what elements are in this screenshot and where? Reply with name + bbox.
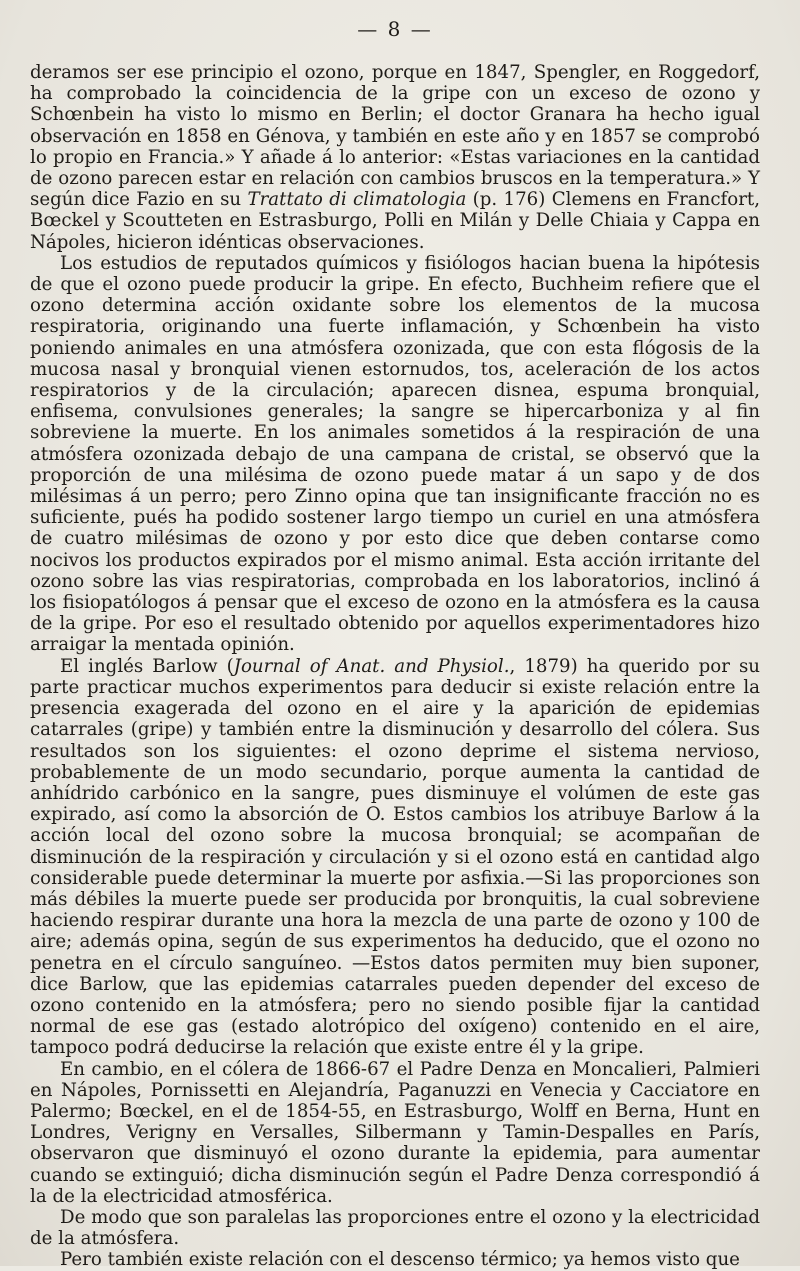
- paragraph-5: [30, 1207, 760, 1249]
- body-text: [30, 62, 760, 1271]
- paragraph-3: [30, 656, 760, 1059]
- paragraph-2: [30, 253, 760, 656]
- paragraph-text: El inglés Barlow (: [60, 655, 234, 677]
- paragraph-text: Los estudios de reputados químicos y fisiólogos hacian buena la hipótesis de que el ozono puede producir la gripe. En efecto, Buchheim refiere que el ozono determina acción oxidante sobre los elementos de la mucosa respiratoria, originando una fuerte inflamación, y Schœnbein ha visto poniendo animales en una atmósfera ozonizada, que con esta flógosis de la mucosa nasal y bronquial vienen estornudos, tos, aceleración de los actos respiratorios y de la circulación; aparecen disnea, espuma bronquial, enfisema, convulsiones generales; la sangre se hipercarboniza y al fin sobreviene la muerte. En los animales sometidos á la respiración de una atmósfera ozonizada debajo de una campana de cristal, se observó que la proporción de una milésima de ozono puede matar á un sapo y de dos milésimas á un perro; pero Zinno opina que tan insignificante fracción no es suficiente, pués ha podido sostener largo tiempo un curiel en una atmósfera de cuatro milésimas de ozono y por esto dice que deben contarse como nocivos los productos expirados por el mismo animal. Esta acción irritante del ozono sobre las vias respiratorias, comprobada en los laboratorios, inclinó á los fisiopatólogos á pensar que el exceso de ozono en la atmósfera es la causa de la gripe. Por eso el resultado obtenido por aquellos experimentadores hizo arraigar la mentada opinión.: [30, 252, 760, 656]
- paragraph-6: [30, 1249, 760, 1270]
- paragraph-text: En cambio, en el cólera de 1866-67 el Padre Denza en Moncalieri, Palmieri en Nápoles, Pornissetti en Alejandría, Paganuzzi en Venecia y Cacciatore en Palermo; Bœckel, en el de 1854-55, en Estrasburgo, Wolff en Berna, Hunt en Londres, Verigny en Versalles, Silbermann y Tamin-Despalles en París, observaron que disminuyó el ozono durante la epidemia, para aumentar cuando se extinguió; dicha disminución según el Padre Denza correspondió á la de la electricidad atmosférica.: [30, 1058, 760, 1207]
- page-number: — 8 —: [357, 17, 433, 41]
- italic-title: Journal of Anat. and Physiol.: [233, 655, 510, 677]
- paragraph-1: [30, 62, 760, 253]
- paragraph-text: De modo que son paralelas las proporciones entre el ozono y la electricidad de la atmósfera.: [30, 1206, 760, 1250]
- paragraph-text: , 1879) ha querido por su parte practicar muchos experimentos para deducir si existe relación entre la presencia exagerada del ozono en el aire y la aparición de epidemias catarrales (gripe) y también entre la disminución y desarrollo del cólera. Sus resultados son los siguientes: el ozono deprime el sistema nervioso, probablemente de un modo secundario, porque aumenta la cantidad de anhídrido carbónico en la sangre, pues disminuye el volúmen de este gas expirado, así como la absorción de O. Estos cambios los atribuye Barlow á la acción local del ozono sobre la mucosa bronquial; se acompañan de disminución de la respiración y circulación y si el ozono está en cantidad algo considerable puede determinar la muerte por asfixia.—Si las proporciones son más débiles la muerte puede ser producida por bronquitis, la cual sobreviene haciendo respirar durante una hora la mezcla de una parte de ozono y 100 de aire; además opina, según de sus experimentos ha deducido, que el ozono no penetra en el círculo sanguíneo. —Estos datos permiten muy bien suponer, dice Barlow, que las epidemias catarrales pueden depender del exceso de ozono contenido en la atmósfera; pero no siendo posible fijar la cantidad normal de ese gas (estado alotrópico del oxígeno) contenido en el aire, tampoco podrá deducirse la relación que existe entre él y la gripe.: [30, 655, 761, 1059]
- paragraph-text: Pero también existe relación con el descenso térmico; ya hemos visto que: [60, 1249, 740, 1271]
- paragraph-4: [30, 1059, 760, 1207]
- paragraph-text: deramos ser ese principio el ozono, porque en 1847, Spengler, en Roggedorf, ha comprobado la coincidencia de la gripe con un exceso de ozono y Schœnbein ha visto lo mismo en Berlin; el doctor Granara ha hecho igual observación en 1858 en Génova, y también en este año y en 1857 se comprobó lo propio en Francia.» Y añade á lo anterior: «Estas variaciones en la cantidad de ozono parecen estar en relación con cambios bruscos en la temperatura.» Y según dice Fazio en su: [30, 62, 760, 211]
- paragraph-text: (p. 176) Clemens en Francfort, Bœckel y Scoutteten en Estrasburgo, Polli en Milán y Delle Chiaia y Cappa en Nápoles, hicieron idénticas observaciones.: [30, 189, 760, 253]
- italic-title: Trattato di climatologia: [247, 189, 467, 211]
